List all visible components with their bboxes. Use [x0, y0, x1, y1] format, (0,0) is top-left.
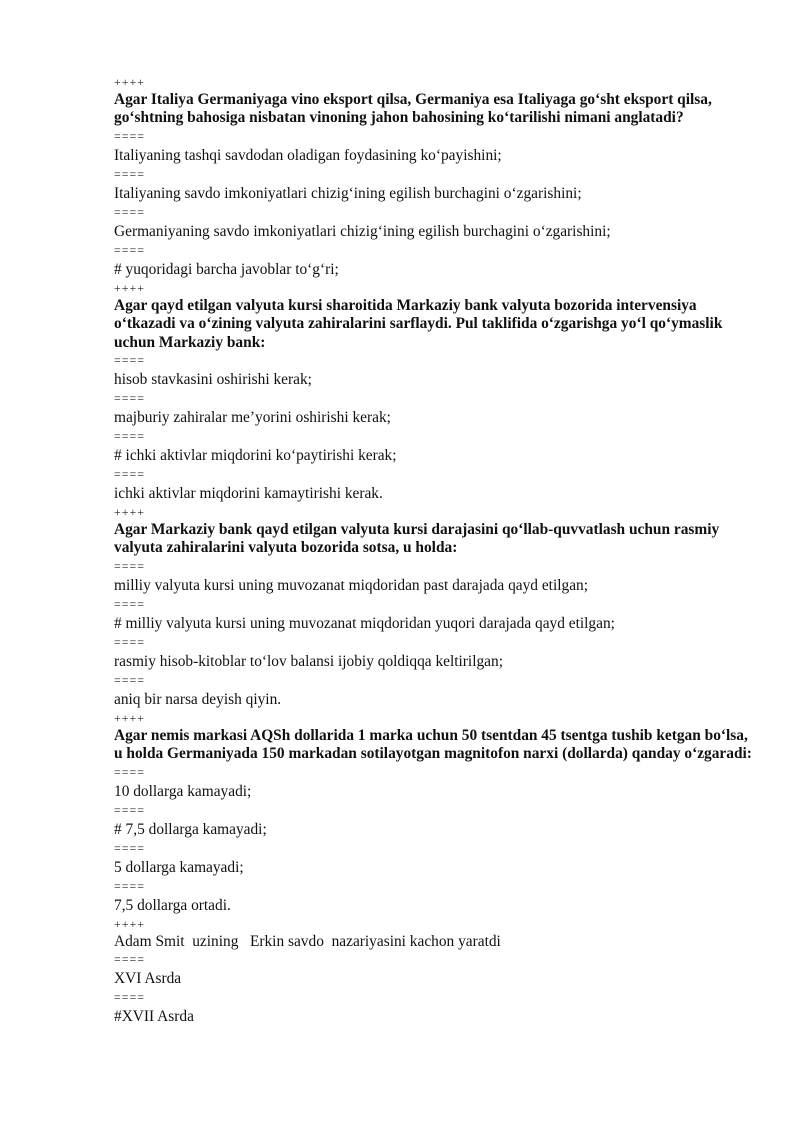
answer-separator: ====	[114, 467, 146, 482]
answer-separator: ====	[114, 952, 146, 967]
question-text: Agar Markaziy bank qayd etilgan valyuta kursi darajasini qo‘llab-quvvatlash uchun rasmiy valyuta zahiralarini valyuta bozorida sotsa, u holda:	[114, 521, 720, 557]
answer-separator: ====	[114, 634, 146, 649]
answer-separator: ====	[114, 166, 146, 181]
answer-separator: ====	[114, 878, 146, 893]
answer-option: # milliy valyuta kursi uning muvozanat miqdoridan yuqori darajada qayd etilgan;	[114, 614, 615, 632]
answer-option: # ichki aktivlar miqdorini ko‘paytirishi kerak;	[114, 447, 397, 465]
question-text: Adam Smit uzining Erkin savdo nazariyasini kachon yaratdi	[114, 932, 501, 950]
answer-option: 10 dollarga kamayadi;	[114, 782, 252, 800]
question-text: Agar nemis markasi AQSh dollarida 1 marka uchun 50 tsentdan 45 tsentga tushib ketgan bo‘lsa, u holda Germaniyada 150 markadan sotilayotgan magnitofon narxi (dollarda) qanday o‘zgaradi:	[114, 726, 752, 763]
answer-option: majburiy zahiralar me’yorini oshirishi kerak;	[114, 409, 391, 427]
answer-option: hisob stavkasini oshirishi kerak;	[114, 371, 312, 389]
answer-option: XVI Asrda	[114, 970, 182, 988]
answer-separator: ====	[114, 391, 146, 406]
question-separator: ++++	[114, 505, 146, 520]
answer-option: Italiyaning tashqi savdodan oladigan foydasining ko‘payishini;	[114, 146, 502, 164]
answer-separator: ====	[114, 764, 146, 779]
answer-option: 7,5 dollarga ortadi.	[114, 896, 231, 914]
answer-separator: ====	[114, 429, 146, 444]
answer-option: Italiyaning savdo imkoniyatlari chizig‘ining egilish burchagini o‘zgarishini;	[114, 184, 582, 202]
answer-option: 5 dollarga kamayadi;	[114, 858, 244, 876]
answer-option: rasmiy hisob-kitoblar to‘lov balansi ijobiy qoldiqqa keltirilgan;	[114, 652, 503, 670]
answer-separator: ====	[114, 840, 146, 855]
answer-option: milliy valyuta kursi uning muvozanat miqdoridan past darajada qayd etilgan;	[114, 576, 588, 594]
answer-separator: ====	[114, 204, 146, 219]
answer-separator: ====	[114, 672, 146, 687]
answer-separator: ====	[114, 353, 146, 368]
answer-option: # 7,5 dollarga kamayadi;	[114, 820, 267, 838]
document-page	[114, 76, 754, 1029]
question-separator: ++++	[114, 75, 146, 89]
answer-separator: ====	[114, 558, 146, 573]
answer-separator: ====	[114, 242, 146, 257]
question-separator: ++++	[114, 280, 146, 295]
answer-option: # yuqoridagi barcha javoblar to‘g‘ri;	[114, 260, 339, 278]
answer-separator: ====	[114, 802, 146, 817]
answer-option: aniq bir narsa deyish qiyin.	[114, 690, 282, 708]
question-separator: ++++	[114, 710, 146, 725]
answer-separator: ====	[114, 990, 146, 1005]
answer-separator: ====	[114, 596, 146, 611]
question-text: Agar Italiya Germaniyaga vino eksport qilsa, Germaniya esa Italiyaga go‘sht eksport qilsa, go‘shtning bahosiga nisbatan vinoning jahon bahosining ko‘tarilishi nimani anglatadi?	[114, 91, 712, 127]
question-separator: ++++	[114, 916, 146, 931]
answer-separator: ====	[114, 128, 146, 143]
question-text: Agar qayd etilgan valyuta kursi sharoitida Markaziy bank valyuta bozorida intervensiya o‘tkazadi va o‘zining valyuta zahiralarini sarflaydi. Pul taklifida o‘zgarishga yo‘l qo‘ymaslik uchun Markaziy bank:	[114, 296, 723, 351]
answer-option: Germaniyaning savdo imkoniyatlari chizig‘ining egilish burchagini o‘zgarishini;	[114, 222, 611, 240]
answer-option: #XVII Asrda	[114, 1008, 194, 1026]
answer-option: ichki aktivlar miqdorini kamaytirishi kerak.	[114, 485, 383, 503]
